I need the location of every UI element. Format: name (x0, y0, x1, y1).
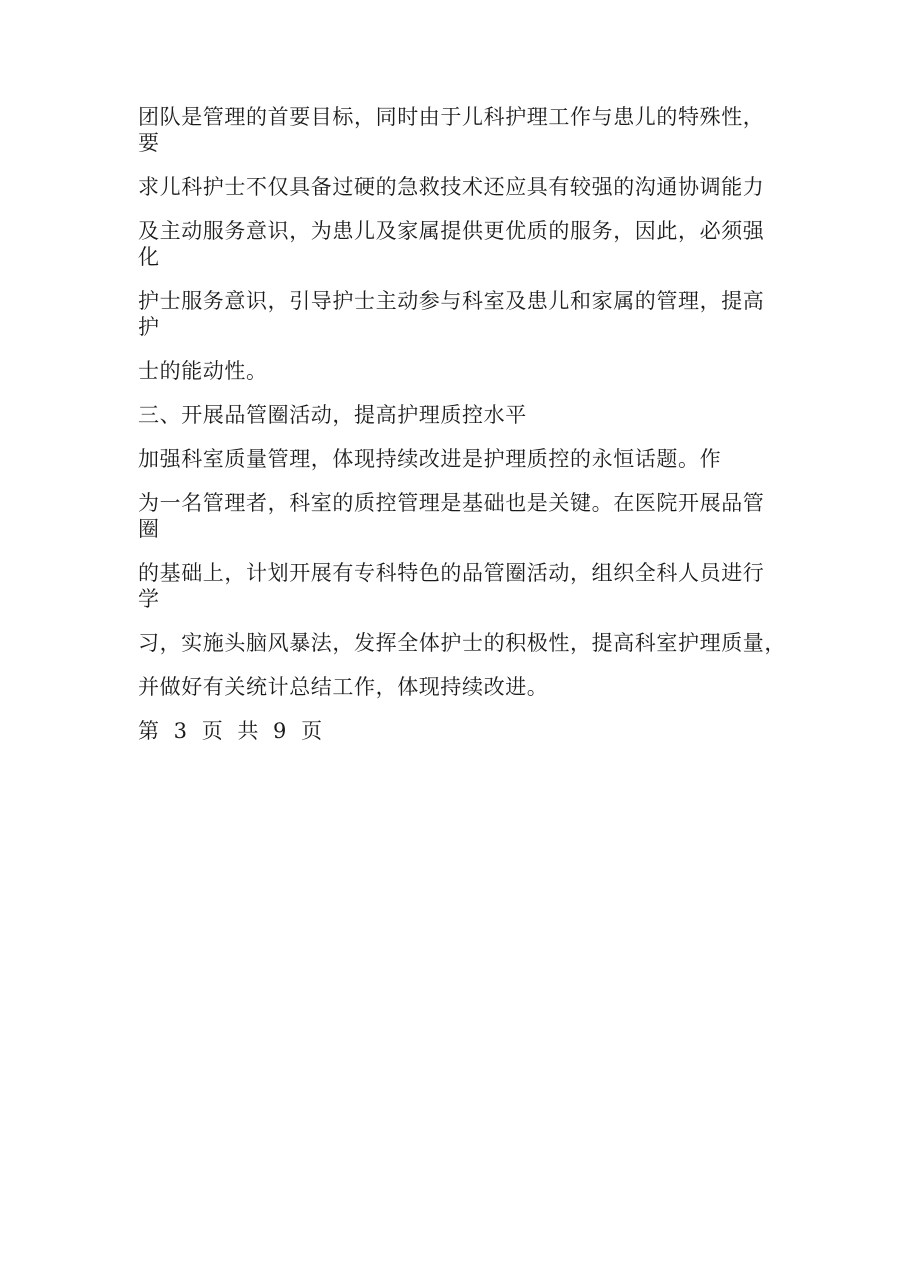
line-wrap-tail: 化 (138, 245, 160, 269)
paragraph-line (138, 674, 778, 700)
line-text: 加强科室质量管理，体现持续改进是护理质控的永恒话题。作 (138, 447, 722, 471)
paragraph-line (138, 446, 778, 472)
page-number: 第 3 页 共 9 页 (138, 719, 327, 743)
line-wrap-tail: 圈 (138, 517, 160, 541)
line-text: 护士服务意识，引导护士主动参与科室及患儿和家属的管理，提高 (138, 289, 765, 313)
line-text: 并做好有关统计总结工作，体现持续改进。 (138, 675, 549, 699)
paragraph-line (138, 490, 778, 542)
paragraph-line (138, 288, 778, 340)
section-heading: 三、开展品管圈活动，提高护理质控水平 (138, 403, 527, 427)
paragraph-line (138, 358, 778, 384)
line-text: 团队是管理的首要目标，同时由于儿科护理工作与患儿的特殊性， (138, 105, 765, 129)
paragraph-line (138, 630, 786, 656)
line-wrap-tail: 护 (138, 315, 160, 339)
line-text: 习，实施头脑风暴法，发挥全体护士的积极性，提高科室护理质量， (138, 631, 786, 655)
paragraph-line (138, 104, 778, 156)
line-text: 的基础上，计划开展有专科特色的品管圈活动，组织全科人员进行 (138, 561, 765, 585)
paragraph-line (138, 174, 778, 200)
line-text: 及主动服务意识，为患儿及家属提供更优质的服务，因此，必须强 (138, 219, 765, 243)
body-text (138, 104, 786, 744)
paragraph-line (138, 560, 778, 612)
line-text: 求儿科护士不仅具备过硬的急救技术还应具有较强的沟通协调能力 (138, 175, 765, 199)
paragraph-line (138, 218, 778, 270)
line-text: 为一名管理者，科室的质控管理是基础也是关键。在医院开展品管 (138, 491, 765, 515)
line-text: 士的能动性。 (138, 359, 268, 383)
line-wrap-tail: 要 (138, 131, 160, 155)
line-wrap-tail: 学 (138, 587, 160, 611)
